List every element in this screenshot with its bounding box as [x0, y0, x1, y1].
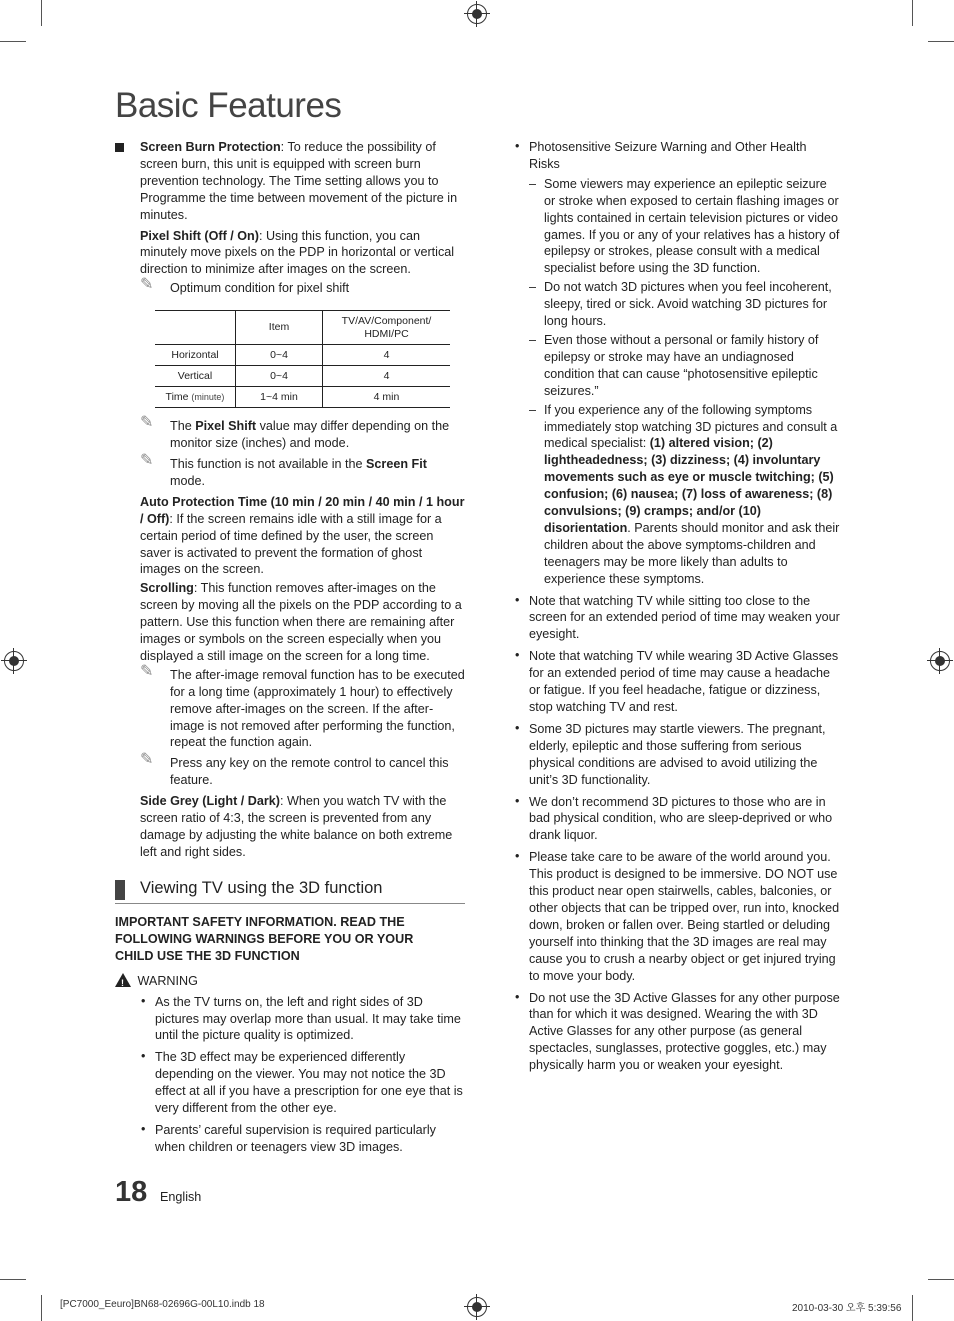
- table-header-cell: TV/AV/Component/ HDMI/PC: [323, 311, 451, 345]
- page-title: Basic Features: [115, 86, 342, 125]
- dash-list: [529, 176, 840, 588]
- pixel-paragraph: [140, 228, 465, 279]
- auto-protection-paragraph: Auto Protection Time (10 min / 20 min / 40 min / 1 hour / Off): If the screen remains idle with a still image for a certain period of time defined by the user, the screen saver is activated to prevent the formation of ghost images on the screen.: [140, 494, 465, 577]
- section-title: Viewing TV using the 3D function: [140, 879, 383, 897]
- safety-heading: IMPORTANT SAFETY INFORMATION. READ THE FOLLOWING WARNINGS BEFORE YOU OR YOUR CHILD USE THE 3D FUNCTION: [115, 915, 414, 963]
- warning-triangle-icon: [115, 973, 131, 987]
- page-language: English: [160, 1190, 202, 1204]
- list-item: • Note that watching TV while wearing 3D Active Glasses for an extended period of time may cause a headache or fatigue. If you feel headache, fatigue or dizziness, stop watching TV and rest.: [515, 648, 840, 716]
- crop-mark: [928, 1279, 954, 1280]
- list-item: – If you experience any of the following symptoms immediately stop watching 3D pictures and consult a medical specialist: (1) altered vision; (2) lightheadedness; (3) dizziness; (4) involuntary movements such as eye or muscle twitching; (5) confusion; (6) nausea; (7) loss of awareness; (8) convulsions; (9) cramps; and/or (10) disorientation. Parents should monitor and ask their children about the above symptoms-children and teenagers may be more likely than adults to experience these symptoms.: [529, 402, 840, 588]
- table-cell: 4 min: [323, 387, 451, 408]
- note-pencil-icon: ✎: [140, 414, 154, 432]
- crop-mark: [0, 41, 26, 42]
- crop-mark: [912, 1295, 913, 1321]
- square-bullet-icon: [115, 143, 124, 152]
- burn-text: : To reduce the possibility of screen burn, this unit is equipped with screen burn prevention technology. The Time setting allows you to Programme the time between movement of the picture in minutes.: [140, 140, 458, 222]
- pixel-note: ✎ Optimum condition for pixel shift: [140, 276, 350, 296]
- registration-mark-icon: [467, 1297, 487, 1317]
- burn-paragraph: [140, 139, 465, 224]
- crop-mark: [41, 1295, 42, 1321]
- table-row: [155, 387, 450, 408]
- registration-mark-icon: [930, 651, 950, 671]
- footer-file-info: [PC7000_Eeuro]BN68-02696G-00L10.indb 18: [60, 1299, 265, 1310]
- scrolling-note: ✎ The after-image removal function has to be executed for a long time (approximately 1 hour) to effectively remove after-images on the screen. If the after-image is not removed after performing the function, repeat the function again.: [140, 662, 465, 750]
- health-list: [515, 139, 840, 1074]
- registration-mark-icon: [467, 4, 487, 24]
- table-cell: 0~4: [236, 366, 323, 387]
- page-number: 18: [115, 1176, 148, 1208]
- table-header-row: [155, 311, 450, 345]
- warning-list: [141, 994, 463, 1156]
- crop-mark: [41, 0, 42, 26]
- note-pencil-icon: ✎: [140, 276, 154, 294]
- left-column: [140, 139, 465, 861]
- section-heading: [115, 878, 465, 904]
- list-item: – Even those without a personal or family history of epilepsy or stroke may have an undiagnosed condition that can cause “photosensitive epileptic seizures.”: [529, 332, 840, 400]
- table-cell: 1~4 min: [236, 387, 323, 408]
- table-cell: 4: [323, 345, 451, 366]
- table-row: [155, 345, 450, 366]
- screen-fit-note: ✎ This function is not available in the Screen Fit mode.: [140, 451, 427, 488]
- note-pencil-icon: ✎: [140, 662, 154, 680]
- list-item: • Please take care to be aware of the world around you. This product is designed to be immersive. DO NOT use this product near open stairwells, cables, balconies, or other objects that can be tripped over, run into, knocked down, broken or fallen over. Being startled or deluding yourself into thinking that the 3D images are real may cause you to crush a nearby object or get injured trying to move your body.: [515, 849, 840, 984]
- pixel-shift-note: ✎ The Pixel Shift value may differ depending on the monitor size (inches) and mode.: [140, 414, 450, 451]
- list-item: – Do not watch 3D pictures when you feel incoherent, sleepy, tired or sick. Avoid watching 3D pictures for long hours.: [529, 279, 840, 330]
- side-grey-paragraph: Side Grey (Light / Dark): When you watch TV with the screen ratio of 4:3, the screen is prevented from any damage by adjusting the white balance on both extreme left and right sides.: [140, 794, 453, 859]
- pixel-shift-table: [155, 310, 450, 408]
- list-item: • Note that watching TV while sitting too close to the screen for an extended period of time may weaken your eyesight.: [515, 593, 840, 644]
- list-item: • Parents’ careful supervision is required particularly when children or teenagers view 3D images.: [141, 1122, 463, 1156]
- burn-title: Screen Burn Protection: [140, 140, 281, 154]
- list-item: • We don’t recommend 3D pictures to those who are in bad physical condition, who are sleep-deprived or who drank liquor.: [515, 794, 840, 845]
- table-row-label: Time (minute): [155, 387, 236, 408]
- crop-mark: [0, 1279, 26, 1280]
- safety-block: [115, 914, 465, 1161]
- list-item: • Do not use the 3D Active Glasses for any other purpose than for which it was designed. Wearing the with 3D Active Glasses for any other purpose (as general spectacles, sunglasses, protective goggles, etc.) may physically harm you or weaken your eyesight.: [515, 990, 840, 1075]
- table-cell: 4: [323, 366, 451, 387]
- pixel-text: : Using this function, you can minutely move pixels on the PDP in horizontal or vertical direction to minimize after images on the screen.: [140, 228, 455, 277]
- pixel-title: Pixel Shift (Off / On): [140, 228, 259, 243]
- crop-mark: [928, 41, 954, 42]
- list-item: – Some viewers may experience an epileptic seizure or stroke when exposed to certain flashing images or lights contained in certain television pictures or video games. If you or any of your relatives has a history of epilepsy or strokes, please consult with a medical specialist before using the 3D function.: [529, 176, 840, 277]
- crop-mark: [912, 0, 913, 26]
- cancel-note: ✎ Press any key on the remote control to cancel this feature.: [140, 751, 449, 788]
- scrolling-paragraph: Scrolling: This function removes after-images on the screen by moving all the pixels on the PDP according to a pattern. Use this function when there are remaining after images or symbols on the screen especially when you displayed a still image on the screen for a long time.: [140, 581, 462, 663]
- list-item: • Some 3D pictures may startle viewers. The pregnant, elderly, epileptic and those suffering from serious physical conditions are advised to avoid utilizing the unit’s 3D functionality.: [515, 721, 840, 789]
- table-row-label: Vertical: [155, 366, 236, 387]
- section-bar-icon: [115, 880, 125, 900]
- note-pencil-icon: ✎: [140, 451, 154, 469]
- footer-timestamp: 2010-03-30 오후 5:39:56: [792, 1303, 902, 1314]
- right-column: [515, 139, 840, 1079]
- table-cell: 0~4: [236, 345, 323, 366]
- warning-label: ! WARNING: [115, 973, 465, 990]
- table-row-label: Horizontal: [155, 345, 236, 366]
- list-item: • Photosensitive Seizure Warning and Other Health Risks – Some viewers may experience an epileptic seizure or stroke when exposed to certain flashing images or lights contained in certain television pictures or video games. If you or any of your relatives has a history of epilepsy or strokes, please consult with a medical specialist before using the 3D function. – Do not watch 3D pictures when you feel incoherent, sleepy, tired or sick. Avoid watching 3D pictures for long hours. – Even those without a personal or family history of epilepsy or stroke may have an undiagnosed condition that can cause “photosensitive epileptic seizures.” – If you experience any of the following symptoms immediately stop watching 3D pictures and consult a medical specialist: (1) altered vision; (2) lightheadedness; (3) dizziness; (4) involuntary movements such as eye or muscle twitching; (5) confusion; (6) nausea; (7) loss of awareness; (8) convulsions; (9) cramps; and/or (10) disorientation. Parents should monitor and ask their children about the above symptoms-children and teenagers may be more likely than adults to experience these symptoms.: [515, 139, 840, 588]
- table-header-cell: [155, 311, 236, 345]
- note-pencil-icon: ✎: [140, 751, 154, 769]
- table-header-cell: Item: [236, 311, 323, 345]
- registration-mark-icon: [4, 651, 24, 671]
- list-item: • The 3D effect may be experienced differently depending on the viewer. You may not notice the 3D effect at all if you have a prescription for one eye that is very different from the other eye.: [141, 1049, 463, 1117]
- list-item: • As the TV turns on, the left and right sides of 3D pictures may overlap more than usual. It may take time until the picture quality is optimized.: [141, 994, 463, 1045]
- table-row: [155, 366, 450, 387]
